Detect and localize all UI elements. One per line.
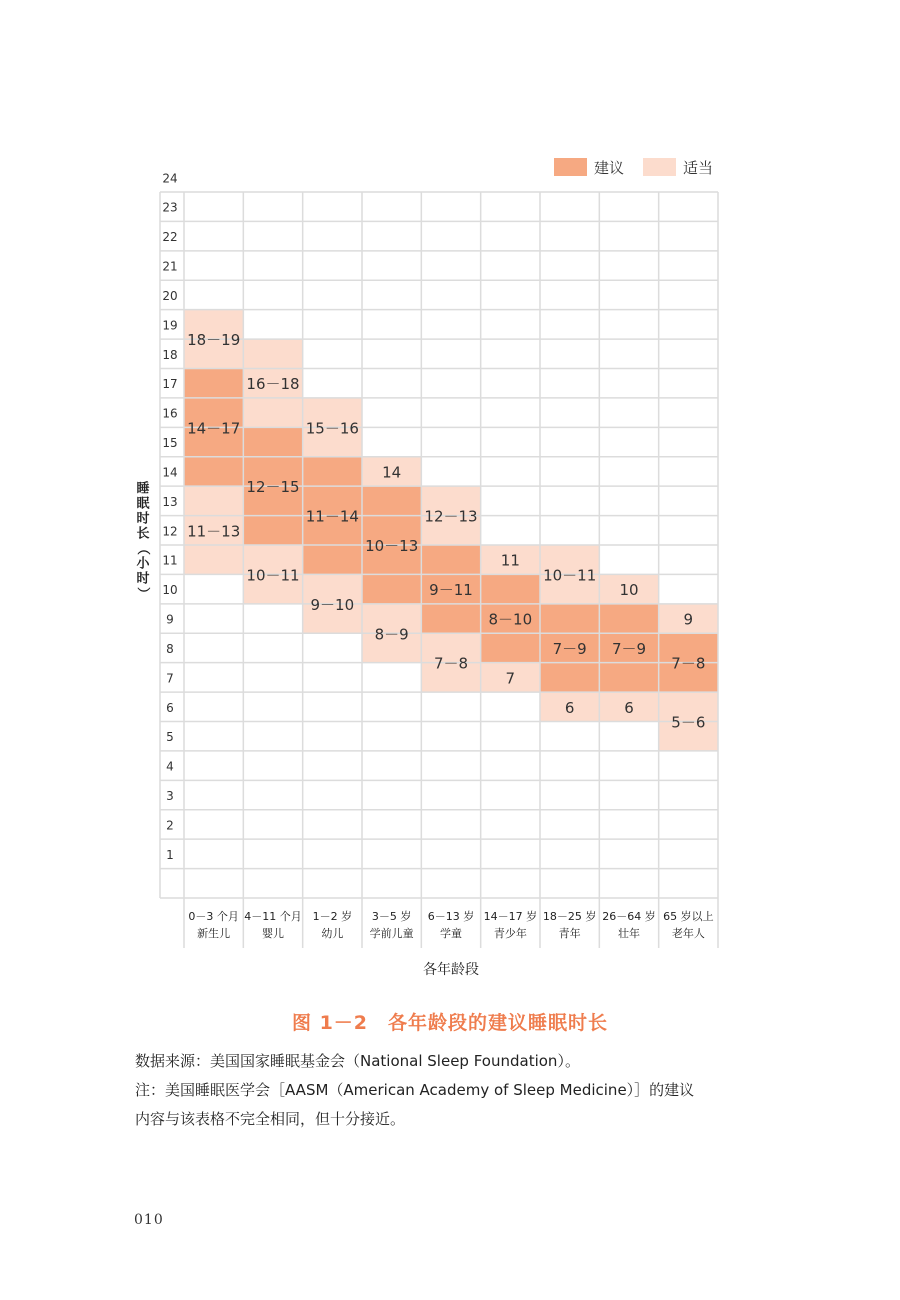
x-tick-sublabel: 壮年	[618, 927, 640, 940]
note-line-1: 注：美国睡眠医学会［AASM（American Academy of Sleep Medicine）］的建议	[135, 1081, 695, 1099]
x-tick-label: 65 岁以上	[663, 910, 714, 923]
y-tick-label: 17	[162, 377, 178, 392]
range-label: 5－6	[671, 713, 706, 732]
y-axis-title-char: 时	[136, 511, 150, 527]
range-label: 7－8	[671, 654, 706, 673]
range-label: 9	[683, 610, 694, 629]
range-label: 8－10	[488, 610, 533, 629]
range-label: 10	[619, 581, 639, 600]
legend-swatch	[643, 158, 676, 176]
legend-label: 适当	[683, 159, 714, 177]
range-label: 7－9	[611, 639, 647, 658]
figure-caption: 图 1－2 各年龄段的建议睡眠时长	[291, 1012, 609, 1034]
range-label: 10－13	[365, 537, 419, 555]
source-note: 数据来源：美国国家睡眠基金会（National Sleep Foundation）。	[135, 1052, 580, 1070]
x-tick-label: 3－5 岁	[371, 910, 412, 923]
range-label: 16－18	[246, 375, 300, 394]
range-label: 9－10	[310, 595, 355, 614]
x-tick-sublabel: 青少年	[493, 927, 527, 940]
y-tick-label: 20	[162, 288, 178, 303]
legend-swatch	[554, 158, 587, 176]
range-label: 11－14	[305, 507, 359, 526]
y-tick-label: 12	[162, 524, 178, 539]
range-label: 7－8	[433, 654, 469, 673]
y-tick-label: 5	[166, 730, 174, 745]
y-axis-title-char: 长	[136, 526, 150, 542]
y-axis-title-char: （	[135, 541, 150, 556]
y-axis-title-char: ）	[135, 586, 150, 601]
y-tick-label: 3	[166, 789, 174, 804]
x-tick-sublabel: 青年	[558, 927, 581, 940]
x-tick-label: 4－11 个月	[244, 910, 302, 923]
y-tick-label: 7	[166, 671, 174, 686]
range-label: 11－13	[187, 522, 241, 541]
y-tick-label: 15	[162, 436, 178, 451]
range-label: 6	[624, 698, 634, 717]
x-tick-label: 1－2 岁	[312, 910, 353, 923]
y-axis-title-char: 时	[136, 571, 150, 587]
x-tick-label: 26－64 岁	[602, 910, 656, 923]
y-tick-label: 23	[162, 200, 178, 215]
range-label: 9－11	[429, 581, 473, 600]
y-axis-title-char: 眠	[136, 496, 150, 512]
range-label: 14	[382, 463, 402, 482]
y-tick-label: 22	[162, 230, 178, 245]
range-label: 7	[505, 669, 516, 688]
page-number: 010	[134, 1212, 164, 1228]
x-axis-title: 各年龄段	[423, 962, 479, 978]
x-tick-label: 0－3 个月	[188, 910, 239, 923]
range-label: 11	[500, 551, 520, 570]
y-tick-label: 2	[166, 818, 174, 833]
range-label: 12－15	[246, 478, 300, 497]
range-label: 8－9	[374, 625, 409, 644]
x-tick-sublabel: 婴儿	[262, 927, 284, 940]
x-tick-label: 6－13 岁	[427, 910, 475, 923]
note-line-2: 内容与该表格不完全相同，但十分接近。	[135, 1110, 406, 1128]
y-tick-label: 10	[162, 583, 178, 598]
y-tick-label: 14	[162, 465, 178, 480]
y-tick-label: 8	[166, 641, 174, 656]
y-tick-label: 11	[162, 553, 178, 568]
figure-notes	[135, 1047, 755, 1134]
x-tick-sublabel: 老年人	[671, 927, 705, 940]
range-label: 18－19	[187, 331, 241, 350]
range-label: 14－17	[187, 419, 241, 438]
legend-label: 建议	[594, 159, 625, 177]
y-tick-label: 24	[162, 171, 178, 186]
range-label: 12－13	[424, 507, 478, 526]
range-label: 15－16	[305, 419, 359, 438]
y-tick-label: 19	[162, 318, 178, 333]
range-label: 10－11	[246, 566, 300, 585]
y-axis-title-char: 睡	[136, 481, 150, 497]
x-tick-sublabel: 幼儿	[321, 927, 344, 940]
y-tick-label: 6	[166, 700, 174, 715]
range-label: 7－9	[552, 639, 587, 658]
y-tick-label: 1	[166, 847, 174, 862]
y-tick-label: 13	[162, 494, 178, 509]
x-tick-sublabel: 学前儿童	[369, 927, 414, 940]
y-tick-label: 4	[166, 759, 174, 774]
y-tick-label: 9	[166, 612, 174, 627]
x-tick-label: 14－17 岁	[483, 910, 538, 923]
y-tick-label: 16	[162, 406, 178, 421]
y-tick-label: 21	[162, 259, 178, 274]
range-label: 10－11	[543, 566, 597, 585]
x-tick-sublabel: 新生儿	[197, 927, 231, 940]
y-axis-title-char: 小	[136, 556, 150, 572]
range-label: 6	[564, 698, 575, 717]
y-tick-label: 18	[162, 347, 178, 362]
x-tick-sublabel: 学童	[440, 927, 462, 940]
x-tick-label: 18－25 岁	[542, 910, 597, 923]
